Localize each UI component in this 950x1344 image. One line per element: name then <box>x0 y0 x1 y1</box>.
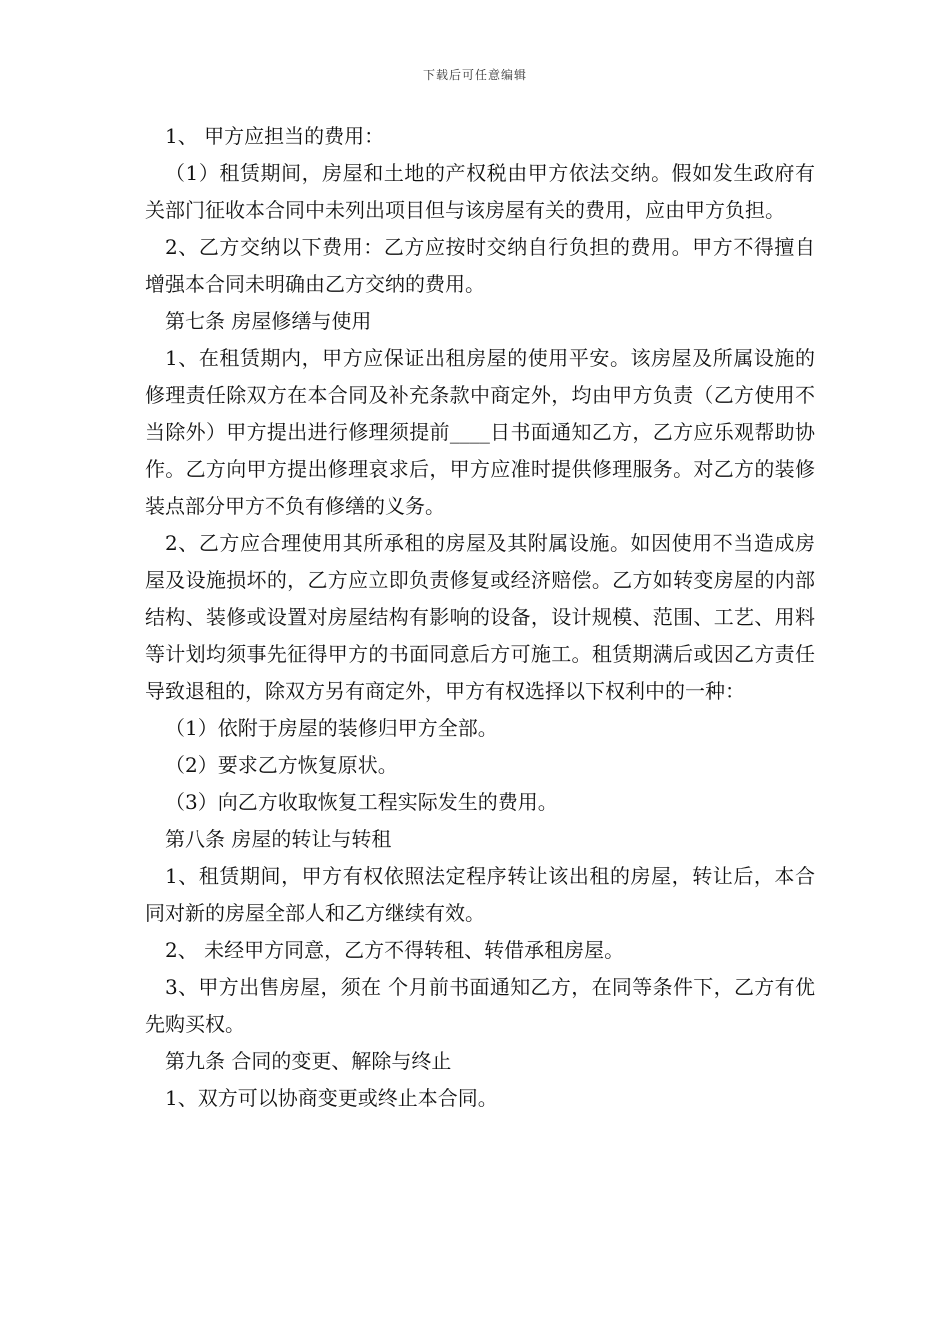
article-7-option-2: （2）要求乙方恢复原状。 <box>165 753 398 777</box>
clause-1-item-1: （1）租赁期间，房屋和土地的产权税由甲方依法交纳。假如发生政府有关部门征收本合同中未列出项目但与该房屋有关的费用，应由甲方负担。 <box>145 161 815 222</box>
article-7-clause-1: 1、在租赁期内，甲方应保证出租房屋的使用平安。该房屋及所属设施的修理责任除双方在本合同及补充条款中商定外，均由甲方负责（乙方使用不当除外）甲方提出进行修理须提前____日书面通知乙方，乙方应乐观帮助协作。乙方向甲方提出修理哀求后，甲方应准时提供修理服务。对乙方的装修装点部分甲方不负有修缮的义务。 <box>145 346 815 518</box>
article-8-clause-2: 2、 未经甲方同意，乙方不得转租、转借承租房屋。 <box>165 938 625 962</box>
article-7-title: 第七条 房屋修缮与使用 <box>165 309 372 333</box>
article-7-clause-2: 2、乙方应合理使用其所承租的房屋及其附属设施。如因使用不当造成房屋及设施损坏的，乙方应立即负责修复或经济赔偿。乙方如转变房屋的内部结构、装修或设置对房屋结构有影响的设备，设计规模、范围、工艺、用料等计划均须事先征得甲方的书面同意后方可施工。租赁期满后或因乙方责任导致退租的，除双方另有商定外，甲方有权选择以下权利中的一种： <box>145 531 815 703</box>
article-8-clause-1: 1、租赁期间，甲方有权依照法定程序转让该出租的房屋，转让后，本合同对新的房屋全部人和乙方继续有效。 <box>145 864 815 925</box>
document-body <box>145 118 815 1117</box>
article-9-title: 第九条 合同的变更、解除与终止 <box>165 1049 452 1073</box>
clause-1-heading: 1、 甲方应担当的费用： <box>165 124 385 148</box>
page-header: 下载后可任意编辑 <box>422 68 527 82</box>
article-7-option-3: （3）向乙方收取恢复工程实际发生的费用。 <box>165 790 558 814</box>
clause-2: 2、乙方交纳以下费用：乙方应按时交纳自行负担的费用。甲方不得擅自增强本合同未明确由乙方交纳的费用。 <box>145 235 815 296</box>
article-8-clause-3: 3、甲方出售房屋，须在 个月前书面通知乙方，在同等条件下，乙方有优先购买权。 <box>145 975 815 1036</box>
article-8-title: 第八条 房屋的转让与转租 <box>165 827 392 851</box>
article-9-clause-1: 1、双方可以协商变更或终止本合同。 <box>165 1086 498 1110</box>
article-7-option-1: （1）依附于房屋的装修归甲方全部。 <box>165 716 498 740</box>
